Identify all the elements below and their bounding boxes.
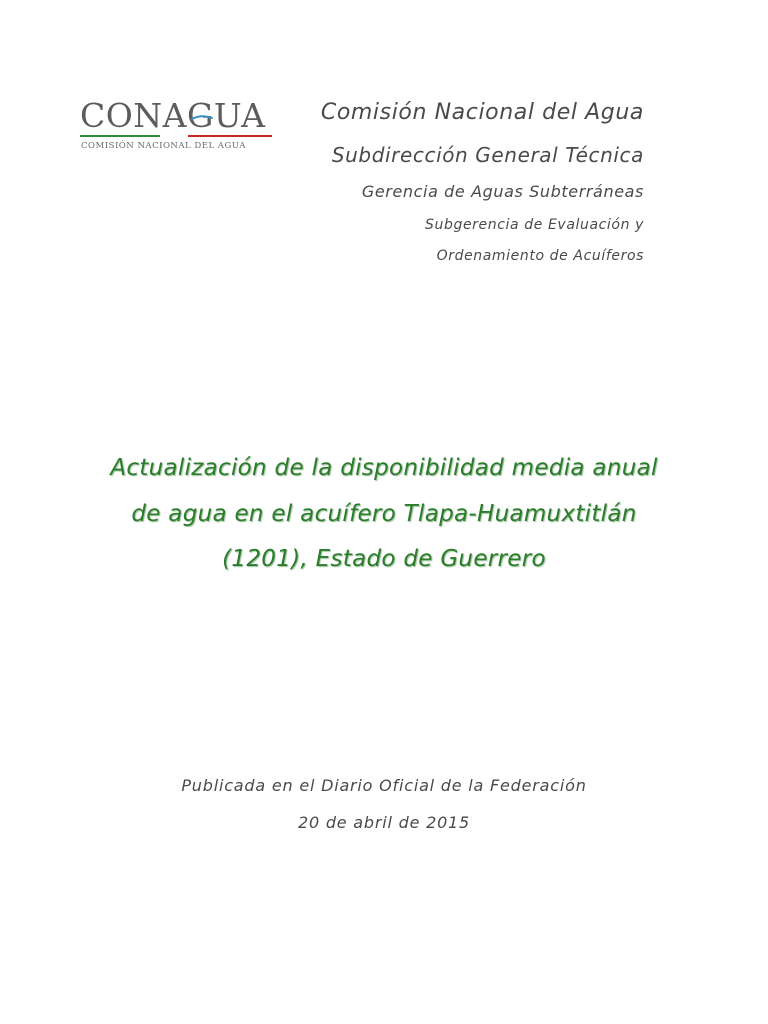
header-subdirection: Subdirección General Técnica bbox=[331, 143, 644, 167]
header-management: Gerencia de Aguas Subterráneas bbox=[361, 182, 644, 201]
header-agency: Comisión Nacional del Agua bbox=[320, 100, 644, 125]
header-submanagement-line1: Subgerencia de Evaluación y bbox=[425, 217, 644, 233]
water-swoosh-icon bbox=[80, 98, 272, 138]
publication-note: Publicada en el Diario Oficial de la Federación bbox=[181, 776, 587, 795]
logo-subtitle: COMISIÓN NACIONAL DEL AGUA bbox=[81, 141, 246, 151]
document-title-line3: (1201), Estado de Guerrero bbox=[222, 546, 546, 572]
conagua-logo bbox=[80, 98, 272, 158]
logo-bar-green bbox=[80, 135, 160, 137]
logo-bar-white bbox=[160, 135, 188, 137]
document-title-line2: de agua en el acuífero Tlapa-Huamuxtitlán bbox=[131, 501, 637, 527]
logo-wordmark: CONAGUA bbox=[80, 96, 266, 135]
logo-bar-red bbox=[188, 135, 272, 137]
publication-date: 20 de abril de 2015 bbox=[297, 813, 471, 832]
document-title-line1: Actualización de la disponibilidad media anual bbox=[110, 455, 658, 481]
header-submanagement-line2: Ordenamiento de Acuíferos bbox=[436, 248, 644, 264]
